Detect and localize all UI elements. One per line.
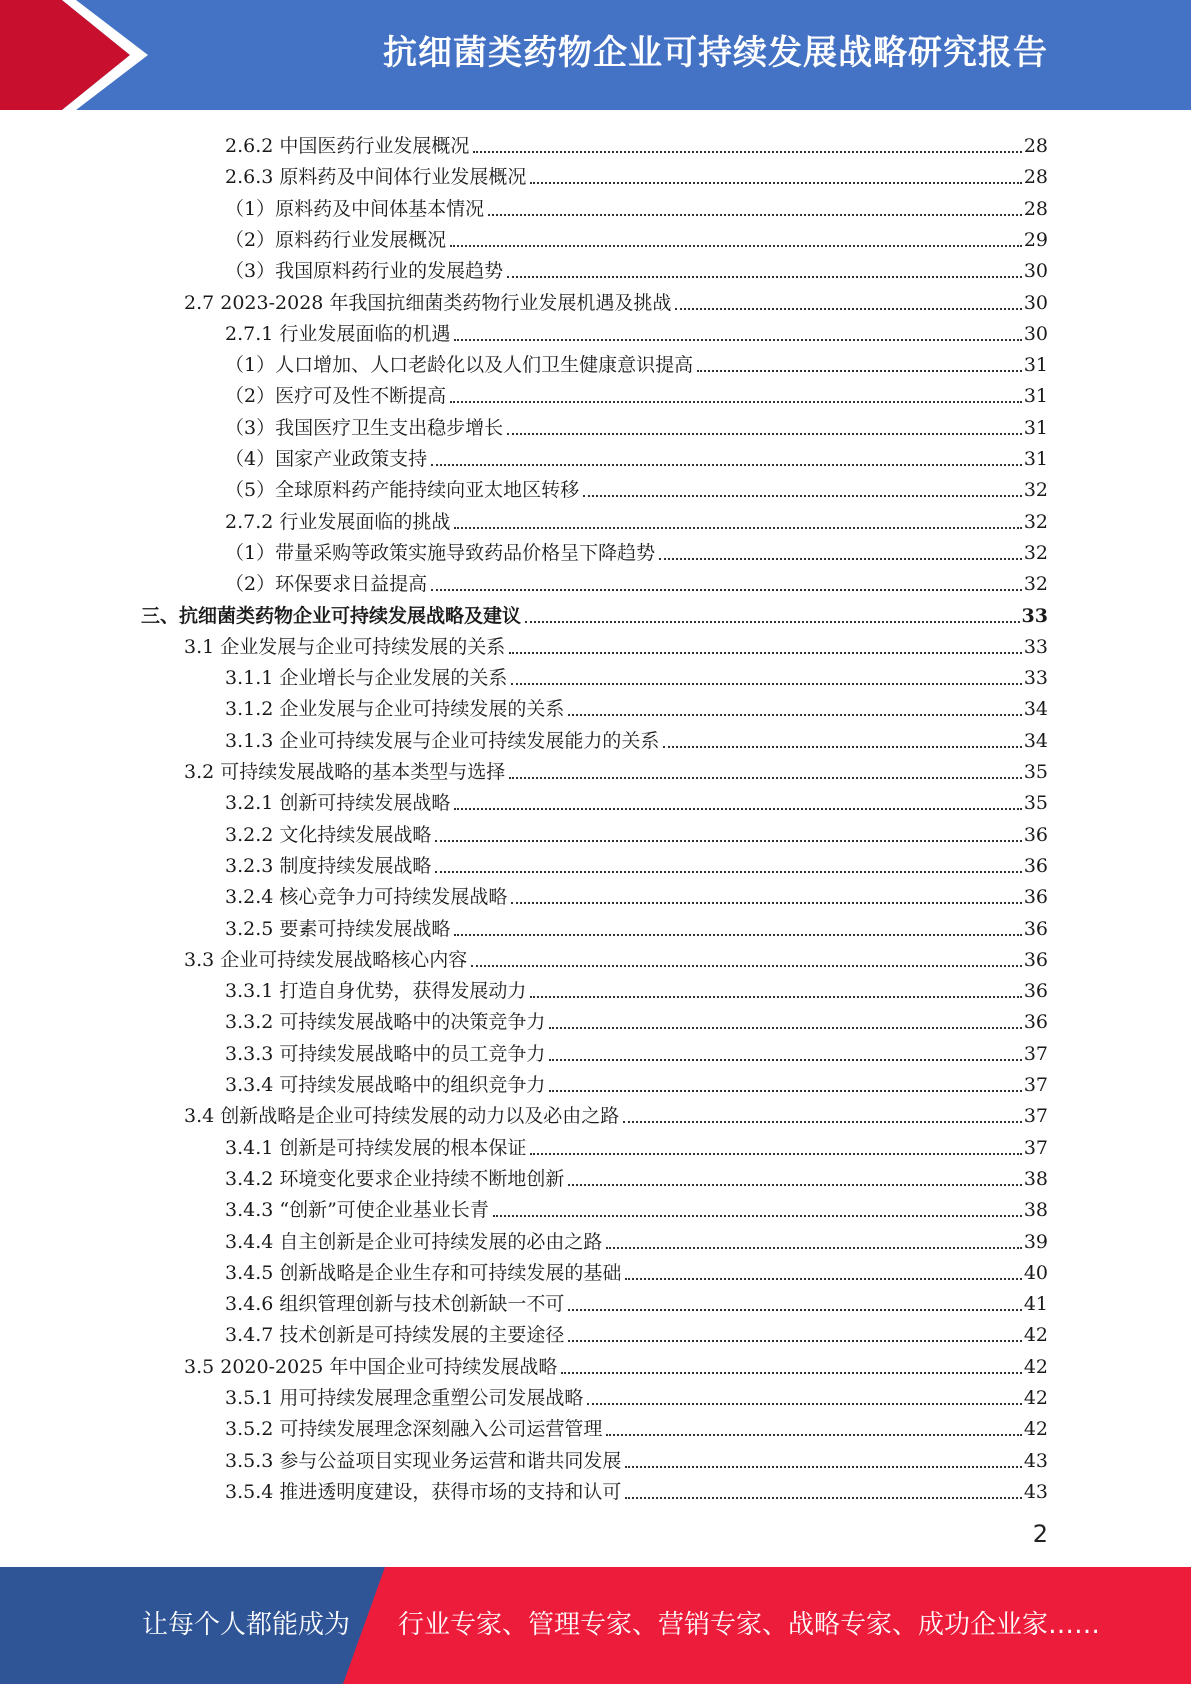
toc-entry-page: 30 xyxy=(1023,323,1048,345)
toc-leader-dots xyxy=(431,589,1022,591)
toc-entry-label: 3.2.2 文化持续发展战略 xyxy=(225,824,432,846)
toc-entry-page: 38 xyxy=(1023,1168,1048,1190)
toc-entry-label: 3.5.4 推进透明度建设，获得市场的支持和认可 xyxy=(225,1481,622,1503)
page-header xyxy=(0,0,1191,110)
toc-entry-label: （3）我国医疗卫生支出稳步增长 xyxy=(225,417,504,439)
toc-entry[interactable] xyxy=(225,158,1048,189)
toc-leader-dots xyxy=(587,1403,1021,1405)
toc-entry-page: 36 xyxy=(1023,918,1048,940)
toc-entry[interactable] xyxy=(225,127,1048,158)
toc-entry-label: 3.1.2 企业发展与企业可持续发展的关系 xyxy=(225,698,565,720)
toc-entry-page: 28 xyxy=(1023,166,1048,188)
toc-entry[interactable] xyxy=(225,1473,1048,1504)
toc-entry-page: 34 xyxy=(1023,730,1048,752)
toc-entry[interactable] xyxy=(225,1160,1048,1191)
toc-entry-label: 3.2.3 制度持续发展战略 xyxy=(225,855,432,877)
toc-entry-page: 32 xyxy=(1023,573,1048,595)
header-arrow-decoration xyxy=(0,0,150,110)
toc-entry-label: 2.7.2 行业发展面临的挑战 xyxy=(225,511,451,533)
toc-leader-dots xyxy=(511,902,1021,904)
toc-entry[interactable] xyxy=(225,190,1048,221)
toc-entry-page: 36 xyxy=(1023,886,1048,908)
toc-entry[interactable] xyxy=(184,753,1048,784)
toc-entry-page: 33 xyxy=(1023,667,1048,689)
toc-entry-label: （2）医疗可及性不断提高 xyxy=(225,385,447,407)
toc-leader-dots xyxy=(583,495,1022,497)
toc-entry-page: 31 xyxy=(1023,354,1048,376)
toc-entry-label: 3.5.1 用可持续发展理念重塑公司发展战略 xyxy=(225,1387,584,1409)
toc-entry-page: 29 xyxy=(1023,229,1048,251)
toc-entry-label: （5）全球原料药产能持续向亚太地区转移 xyxy=(225,479,580,501)
toc-entry[interactable] xyxy=(184,284,1048,315)
toc-entry[interactable] xyxy=(225,1035,1048,1066)
footer-slogan-left: 让每个人都能成为 xyxy=(142,1610,351,1640)
toc-entry[interactable] xyxy=(225,315,1048,346)
toc-entry-page: 39 xyxy=(1023,1231,1048,1253)
toc-entry-label: 3.3.2 可持续发展战略中的决策竞争力 xyxy=(225,1011,546,1033)
toc-entry[interactable] xyxy=(225,440,1048,471)
toc-entry-page: 33 xyxy=(1023,636,1048,658)
toc-entry[interactable] xyxy=(184,1348,1048,1379)
toc-entry[interactable] xyxy=(225,847,1048,878)
toc-entry[interactable] xyxy=(225,221,1048,252)
toc-leader-dots xyxy=(568,1340,1021,1342)
toc-leader-dots xyxy=(568,714,1021,716)
toc-entry-page: 42 xyxy=(1023,1387,1048,1409)
toc-entry-label: （3）我国原料药行业的发展趋势 xyxy=(225,260,504,282)
toc-leader-dots xyxy=(549,1090,1021,1092)
toc-entry[interactable] xyxy=(225,972,1048,1003)
toc-entry-label: （1）人口增加、人口老龄化以及人们卫生健康意识提高 xyxy=(225,354,694,376)
toc-entry[interactable] xyxy=(225,534,1048,565)
toc-entry-label: （2）原料药行业发展概况 xyxy=(225,229,447,251)
toc-entry[interactable] xyxy=(225,471,1048,502)
toc-leader-dots xyxy=(625,1466,1021,1468)
toc-entry[interactable] xyxy=(225,816,1048,847)
toc-leader-dots xyxy=(450,245,1022,247)
toc-leader-dots xyxy=(507,433,1022,435)
toc-entry-page: 36 xyxy=(1023,824,1048,846)
toc-leader-dots xyxy=(525,621,1020,623)
footer-slogan-right: 行业专家、管理专家、营销专家、战略专家、成功企业家…… xyxy=(398,1610,1101,1640)
toc-entry[interactable] xyxy=(225,1223,1048,1254)
toc-entry-page: 37 xyxy=(1023,1137,1048,1159)
toc-leader-dots xyxy=(488,214,1022,216)
toc-leader-dots xyxy=(625,1497,1021,1499)
toc-entry-label: 2.6.3 原料药及中间体行业发展概况 xyxy=(225,166,527,188)
toc-entry-page: 31 xyxy=(1023,417,1048,439)
toc-entry-page: 42 xyxy=(1023,1356,1048,1378)
toc-entry-page: 37 xyxy=(1023,1043,1048,1065)
toc-entry-label: 3.5 2020-2025 年中国企业可持续发展战略 xyxy=(184,1356,558,1378)
toc-entry-label: （4）国家产业政策支持 xyxy=(225,448,428,470)
toc-entry-page: 38 xyxy=(1023,1199,1048,1221)
toc-entry-label: 3.4.7 技术创新是可持续发展的主要途径 xyxy=(225,1324,565,1346)
toc-entry-label: 3.2.1 创新可持续发展战略 xyxy=(225,792,451,814)
toc-leader-dots xyxy=(606,1247,1021,1249)
toc-entry-page: 32 xyxy=(1023,511,1048,533)
toc-leader-dots xyxy=(435,840,1021,842)
toc-entry-page: 42 xyxy=(1023,1418,1048,1440)
toc-entry[interactable] xyxy=(225,1003,1048,1034)
toc-leader-dots xyxy=(561,1372,1021,1374)
toc-leader-dots xyxy=(509,777,1022,779)
toc-leader-dots xyxy=(454,527,1021,529)
toc-entry-page: 28 xyxy=(1023,198,1048,220)
toc-entry-label: 3.2.5 要素可持续发展战略 xyxy=(225,918,451,940)
toc-entry-label: 3.4 创新战略是企业可持续发展的动力以及必由之路 xyxy=(184,1105,620,1127)
toc-entry-page: 35 xyxy=(1023,761,1048,783)
toc-entry-label: 3.4.6 组织管理创新与技术创新缺一不可 xyxy=(225,1293,565,1315)
toc-leader-dots xyxy=(507,276,1022,278)
toc-entry-label: 3.3.1 打造自身优势，获得发展动力 xyxy=(225,980,527,1002)
toc-leader-dots xyxy=(697,370,1022,372)
toc-entry-label: 3.1.1 企业增长与企业发展的关系 xyxy=(225,667,508,689)
toc-entry[interactable] xyxy=(225,252,1048,283)
toc-leader-dots xyxy=(530,1153,1021,1155)
toc-leader-dots xyxy=(623,1121,1022,1123)
toc-leader-dots xyxy=(663,746,1021,748)
toc-entry-page: 31 xyxy=(1023,385,1048,407)
toc-entry[interactable] xyxy=(184,628,1048,659)
toc-leader-dots xyxy=(493,1215,1022,1217)
toc-entry-label: 2.7 2023-2028 年我国抗细菌类药物行业发展机遇及挑战 xyxy=(184,292,672,314)
toc-leader-dots xyxy=(454,339,1021,341)
toc-entry-page: 37 xyxy=(1023,1105,1048,1127)
toc-entry[interactable] xyxy=(225,878,1048,909)
toc-leader-dots xyxy=(659,558,1022,560)
toc-entry-label: 3.4.1 创新是可持续发展的根本保证 xyxy=(225,1137,527,1159)
toc-leader-dots xyxy=(454,808,1021,810)
toc-leader-dots xyxy=(568,1309,1021,1311)
toc-entry-label: 3.3 企业可持续发展战略核心内容 xyxy=(184,949,468,971)
page-footer xyxy=(0,1567,1191,1684)
toc-entry-label: 3.5.2 可持续发展理念深刻融入公司运营管理 xyxy=(225,1418,603,1440)
toc-entry-label: 2.6.2 中国医药行业发展概况 xyxy=(225,135,470,157)
toc-entry-label: 3.3.4 可持续发展战略中的组织竞争力 xyxy=(225,1074,546,1096)
toc-entry-label: 3.3.3 可持续发展战略中的员工竞争力 xyxy=(225,1043,546,1065)
toc-entry-label: 3.2 可持续发展战略的基本类型与选择 xyxy=(184,761,506,783)
toc-leader-dots xyxy=(549,1059,1021,1061)
toc-entry[interactable] xyxy=(225,1379,1048,1410)
toc-entry-page: 30 xyxy=(1023,260,1048,282)
page-number: 2 xyxy=(1032,1520,1048,1548)
toc-entry-label: 3.4.4 自主创新是企业可持续发展的必由之路 xyxy=(225,1231,603,1253)
toc-leader-dots xyxy=(530,182,1021,184)
toc-leader-dots xyxy=(511,683,1021,685)
toc-entry[interactable] xyxy=(225,1254,1048,1285)
toc-entry[interactable] xyxy=(225,565,1048,596)
toc-entry[interactable] xyxy=(225,1442,1048,1473)
toc-entry[interactable] xyxy=(225,659,1048,690)
toc-leader-dots xyxy=(675,308,1021,310)
toc-leader-dots xyxy=(473,151,1021,153)
toc-leader-dots xyxy=(625,1278,1021,1280)
toc-entry-page: 31 xyxy=(1023,448,1048,470)
toc-entry-label: 3.4.5 创新战略是企业生存和可持续发展的基础 xyxy=(225,1262,622,1284)
toc-entry[interactable] xyxy=(225,784,1048,815)
toc-entry-page: 35 xyxy=(1023,792,1048,814)
toc-entry-label: 3.4.2 环境变化要求企业持续不断地创新 xyxy=(225,1168,565,1190)
toc-entry-label: 3.1.3 企业可持续发展与企业可持续发展能力的关系 xyxy=(225,730,660,752)
toc-entry[interactable] xyxy=(225,1285,1048,1316)
toc-leader-dots xyxy=(568,1184,1021,1186)
toc-entry-page: 33 xyxy=(1021,605,1048,627)
toc-leader-dots xyxy=(549,1027,1021,1029)
toc-entry-page: 36 xyxy=(1023,855,1048,877)
toc-entry-label: 3.4.3 “创新”可使企业基业长青 xyxy=(225,1199,489,1221)
toc-entry[interactable] xyxy=(225,722,1048,753)
toc-entry[interactable] xyxy=(225,1316,1048,1347)
toc-entry[interactable] xyxy=(225,503,1048,534)
toc-leader-dots xyxy=(431,464,1022,466)
toc-leader-dots xyxy=(450,401,1022,403)
toc-entry-page: 34 xyxy=(1023,698,1048,720)
toc-leader-dots xyxy=(509,652,1022,654)
toc-entry[interactable] xyxy=(225,1129,1048,1160)
toc-entry-page: 36 xyxy=(1023,949,1048,971)
toc-entry-page: 37 xyxy=(1023,1074,1048,1096)
toc-entry-label: 3.2.4 核心竞争力可持续发展战略 xyxy=(225,886,508,908)
toc-entry[interactable] xyxy=(225,377,1048,408)
toc-entry-label: 2.7.1 行业发展面临的机遇 xyxy=(225,323,451,345)
toc-entry[interactable] xyxy=(225,409,1048,440)
toc-entry-page: 30 xyxy=(1023,292,1048,314)
toc-entry-label: 三、抗细菌类药物企业可持续发展战略及建议 xyxy=(141,605,522,627)
toc-entry-label: （2）环保要求日益提高 xyxy=(225,573,428,595)
toc-entry[interactable] xyxy=(225,910,1048,941)
toc-entry[interactable] xyxy=(184,1097,1048,1128)
toc-entry[interactable] xyxy=(225,346,1048,377)
toc-entry-page: 32 xyxy=(1023,542,1048,564)
toc-entry-label: 3.5.3 参与公益项目实现业务运营和谐共同发展 xyxy=(225,1450,622,1472)
toc-entry-page: 43 xyxy=(1023,1481,1048,1503)
toc-entry-label: （1）原料药及中间体基本情况 xyxy=(225,198,485,220)
toc-entry[interactable] xyxy=(225,690,1048,721)
toc-entry[interactable] xyxy=(184,941,1048,972)
toc-entry-page: 43 xyxy=(1023,1450,1048,1472)
toc-leader-dots xyxy=(471,965,1022,967)
toc-leader-dots xyxy=(435,871,1021,873)
toc-entry-page: 36 xyxy=(1023,1011,1048,1033)
toc-entry[interactable] xyxy=(141,597,1048,628)
toc-entry-page: 40 xyxy=(1023,1262,1048,1284)
toc-entry[interactable] xyxy=(225,1191,1048,1222)
toc-entry-page: 32 xyxy=(1023,479,1048,501)
toc-entry[interactable] xyxy=(225,1410,1048,1441)
toc-entry-label: （1）带量采购等政策实施导致药品价格呈下降趋势 xyxy=(225,542,656,564)
toc-entry[interactable] xyxy=(225,1066,1048,1097)
toc-entry-page: 28 xyxy=(1023,135,1048,157)
toc-entry-label: 3.1 企业发展与企业可持续发展的关系 xyxy=(184,636,506,658)
toc-entry-page: 36 xyxy=(1023,980,1048,1002)
report-title: 抗细菌类药物企业可持续发展战略研究报告 xyxy=(383,33,1048,73)
toc-leader-dots xyxy=(606,1434,1021,1436)
toc-leader-dots xyxy=(454,934,1021,936)
toc-entry-page: 41 xyxy=(1023,1293,1048,1315)
toc-entry-page: 42 xyxy=(1023,1324,1048,1346)
toc-leader-dots xyxy=(530,996,1021,998)
